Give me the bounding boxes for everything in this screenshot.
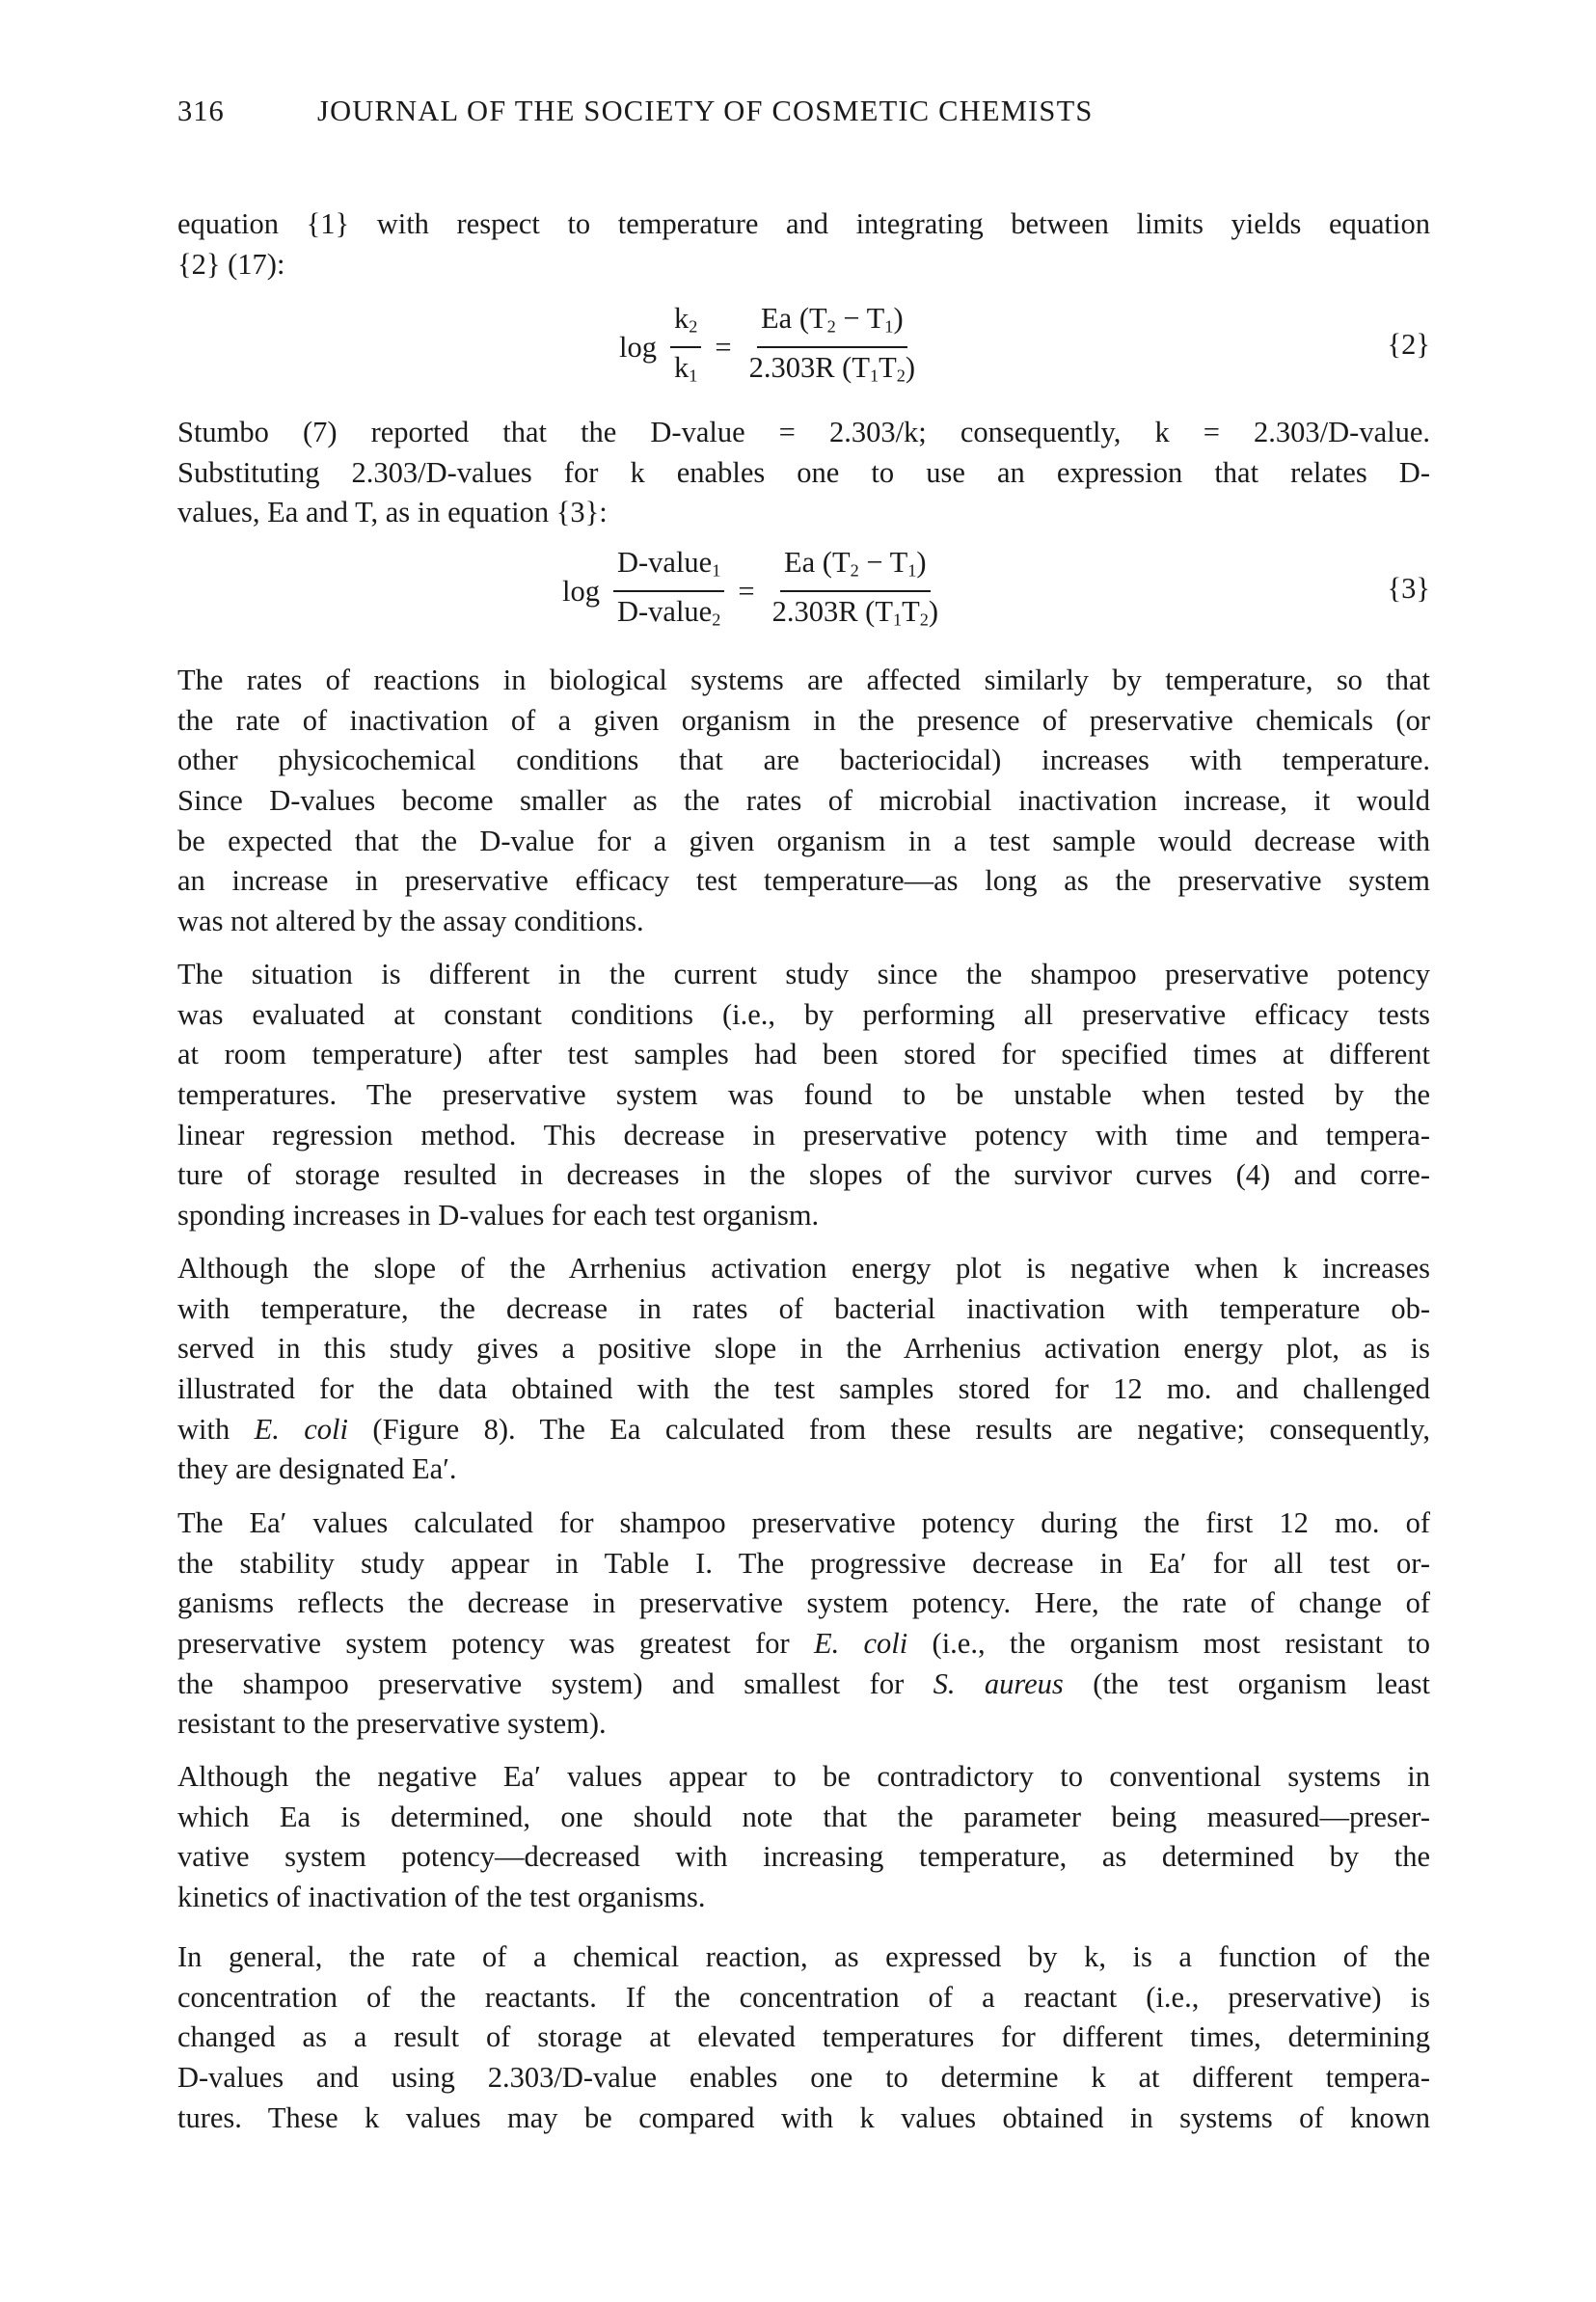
text-line: values, Ea and T, as in equation {3}: <box>177 496 608 529</box>
species-name: S. aureus <box>933 1666 1064 1700</box>
math-text: T <box>879 351 897 384</box>
text-segment: preservative system potency was greatest for <box>177 1627 814 1661</box>
math-text: T <box>902 595 920 628</box>
text-line: sponding increases in D-values for each test organism. <box>177 1199 820 1232</box>
left-fraction <box>670 301 701 393</box>
text-line: In general, the rate of a chemical reaction, as expressed by k, is a function of the <box>177 1940 1430 1973</box>
paragraph-arrhenius <box>177 1249 1430 1490</box>
text-line <box>177 1665 1430 1705</box>
subscript: 1 <box>892 609 903 630</box>
numerator <box>670 301 701 348</box>
text-line <box>177 1624 1430 1665</box>
math-text: ) <box>928 595 939 628</box>
text-line: an increase in preservative efficacy test temperature—as long as the preservative system <box>177 864 1430 898</box>
math-text: ) <box>916 546 927 580</box>
text-line: be expected that the D-value for a given organism in a test sample would decrease with <box>177 824 1430 857</box>
subscript: 1 <box>884 317 894 337</box>
text-line: Although the negative Ea′ values appear to be contradictory to conventional systems in <box>177 1760 1430 1793</box>
subscript: 2 <box>689 317 698 337</box>
denominator <box>745 348 919 393</box>
paragraph-general <box>177 1937 1430 2138</box>
text-line: D-values and using 2.303/D-value enables one to determine k at different tempera- <box>177 2061 1430 2095</box>
log-operator: log <box>562 574 600 608</box>
subscript: 2 <box>850 561 859 581</box>
text-line: served in this study gives a positive slope in the Arrhenius activation energy plot, as is <box>177 1332 1430 1366</box>
math-text: Ea (T <box>761 302 827 336</box>
text-line <box>177 1410 1430 1450</box>
text-segment: the shampoo preservative system) and smallest for <box>177 1666 933 1700</box>
numerator <box>757 301 907 348</box>
text-line: kinetics of inactivation of the test organisms. <box>177 1881 706 1914</box>
equals-sign: = <box>715 330 732 364</box>
text-line: Since D-values become smaller as the rates of microbial inactivation increase, it would <box>177 784 1430 818</box>
denominator <box>769 592 942 637</box>
numerator <box>613 545 724 592</box>
right-fraction <box>769 545 942 636</box>
left-fraction <box>613 545 724 636</box>
equation-3 <box>177 543 1430 639</box>
page-number: 316 <box>177 95 225 127</box>
right-fraction <box>745 301 919 393</box>
stumbo-paragraph <box>177 413 1430 533</box>
text-line: equation {1} with respect to temperature and integrating between limits yields equation <box>177 207 1430 240</box>
math-text: 2.303R (T <box>748 351 870 384</box>
text-line: The situation is different in the current study since the shampoo preservative potency <box>177 958 1430 990</box>
equation-3-label: {3} <box>1387 572 1430 605</box>
denominator <box>670 348 701 393</box>
text-line: {2} (17): <box>177 247 285 281</box>
math-text: Ea (T <box>784 546 851 580</box>
text-line: Although the slope of the Arrhenius activation energy plot is negative when k increases <box>177 1252 1430 1285</box>
text-segment: with <box>177 1412 255 1446</box>
text-line: at room temperature) after test samples had been stored for specified times at different <box>177 1038 1430 1071</box>
subscript: 1 <box>907 561 917 581</box>
text-line: The rates of reactions in biological systems are affected similarly by temperature, so that <box>177 664 1430 696</box>
math-text: ) <box>905 351 916 384</box>
species-name: E. coli <box>813 1627 908 1661</box>
text-line: the stability study appear in Table I. The progressive decrease in Ea′ for all test or- <box>177 1546 1430 1580</box>
subscript: 1 <box>712 561 721 581</box>
paragraph-negative-ea <box>177 1757 1430 1918</box>
numerator <box>780 545 931 592</box>
text-line: ganisms reflects the decrease in preservative system potency. Here, the rate of change of <box>177 1586 1430 1620</box>
subscript: 2 <box>712 609 721 630</box>
running-header <box>177 95 1431 135</box>
equation-2-label: {2} <box>1387 328 1430 361</box>
text-line: the rate of inactivation of a given organism in the presence of preservative chemicals (or <box>177 703 1430 737</box>
text-segment: (Figure 8). The Ea calculated from these results are negative; consequently, <box>348 1412 1430 1446</box>
text-line: tures. These k values may be compared with k values obtained in systems of known <box>177 2100 1430 2134</box>
paragraph-situation <box>177 955 1430 1236</box>
subscript: 1 <box>689 366 698 386</box>
paragraph-ea-values <box>177 1503 1430 1745</box>
log-operator: log <box>619 330 657 364</box>
text-line: which Ea is determined, one should note that the parameter being measured—preser- <box>177 1800 1430 1833</box>
text-line: with temperature, the decrease in rates of bacterial inactivation with temperature ob- <box>177 1291 1430 1325</box>
text-line: resistant to the preservative system). <box>177 1707 607 1741</box>
text-line: Stumbo (7) reported that the D-value = 2.303/k; consequently, k = 2.303/D-value. <box>177 416 1430 448</box>
species-name: E. coli <box>254 1412 349 1446</box>
math-text: − T <box>835 302 885 336</box>
text-segment: (i.e., the organism most resistant to <box>907 1627 1431 1661</box>
text-line: changed as a result of storage at elevated temperatures for different times, determining <box>177 2020 1430 2054</box>
math-text: k <box>673 351 690 384</box>
text-line: concentration of the reactants. If the concentration of a reactant (i.e., preservative) is <box>177 1980 1430 2014</box>
math-text: D-value <box>616 546 713 580</box>
denominator <box>613 592 724 637</box>
equals-sign: = <box>738 574 755 608</box>
journal-title: JOURNAL OF THE SOCIETY OF COSMETIC CHEMISTS <box>317 95 1094 127</box>
subscript: 2 <box>896 366 906 386</box>
math-text: D-value <box>616 595 713 628</box>
text-line: linear regression method. This decrease in preservative potency with time and tempera- <box>177 1118 1430 1151</box>
text-line: temperatures. The preservative system was found to be unstable when tested by the <box>177 1078 1430 1112</box>
subscript: 1 <box>869 366 879 386</box>
text-line: was evaluated at constant conditions (i.e., by performing all preservative efficacy tests <box>177 997 1430 1031</box>
equation-2 <box>177 299 1430 395</box>
text-line: they are designated Ea′. <box>177 1452 457 1486</box>
subscript: 2 <box>826 317 836 337</box>
text-segment: (the test organism least <box>1063 1666 1430 1700</box>
text-line: illustrated for the data obtained with the test samples stored for 12 mo. and challenged <box>177 1372 1430 1406</box>
paragraph-rates <box>177 661 1430 942</box>
math-text: − T <box>858 546 908 580</box>
text-line: vative system potency—decreased with increasing temperature, as determined by the <box>177 1840 1430 1874</box>
text-line: Substituting 2.303/D-values for k enables one to use an expression that relates D- <box>177 455 1430 489</box>
subscript: 2 <box>919 609 929 630</box>
math-text: 2.303R (T <box>771 595 893 628</box>
text-line: was not altered by the assay conditions. <box>177 905 644 938</box>
math-text: ) <box>893 302 904 336</box>
text-line: other physicochemical conditions that are bacteriocidal) increases with temperature. <box>177 744 1430 777</box>
intro-paragraph <box>177 204 1430 284</box>
text-line: ture of storage resulted in decreases in the slopes of the survivor curves (4) and corre- <box>177 1158 1430 1192</box>
text-line: The Ea′ values calculated for shampoo preservative potency during the first 12 mo. of <box>177 1506 1430 1539</box>
math-text: k <box>673 302 690 336</box>
